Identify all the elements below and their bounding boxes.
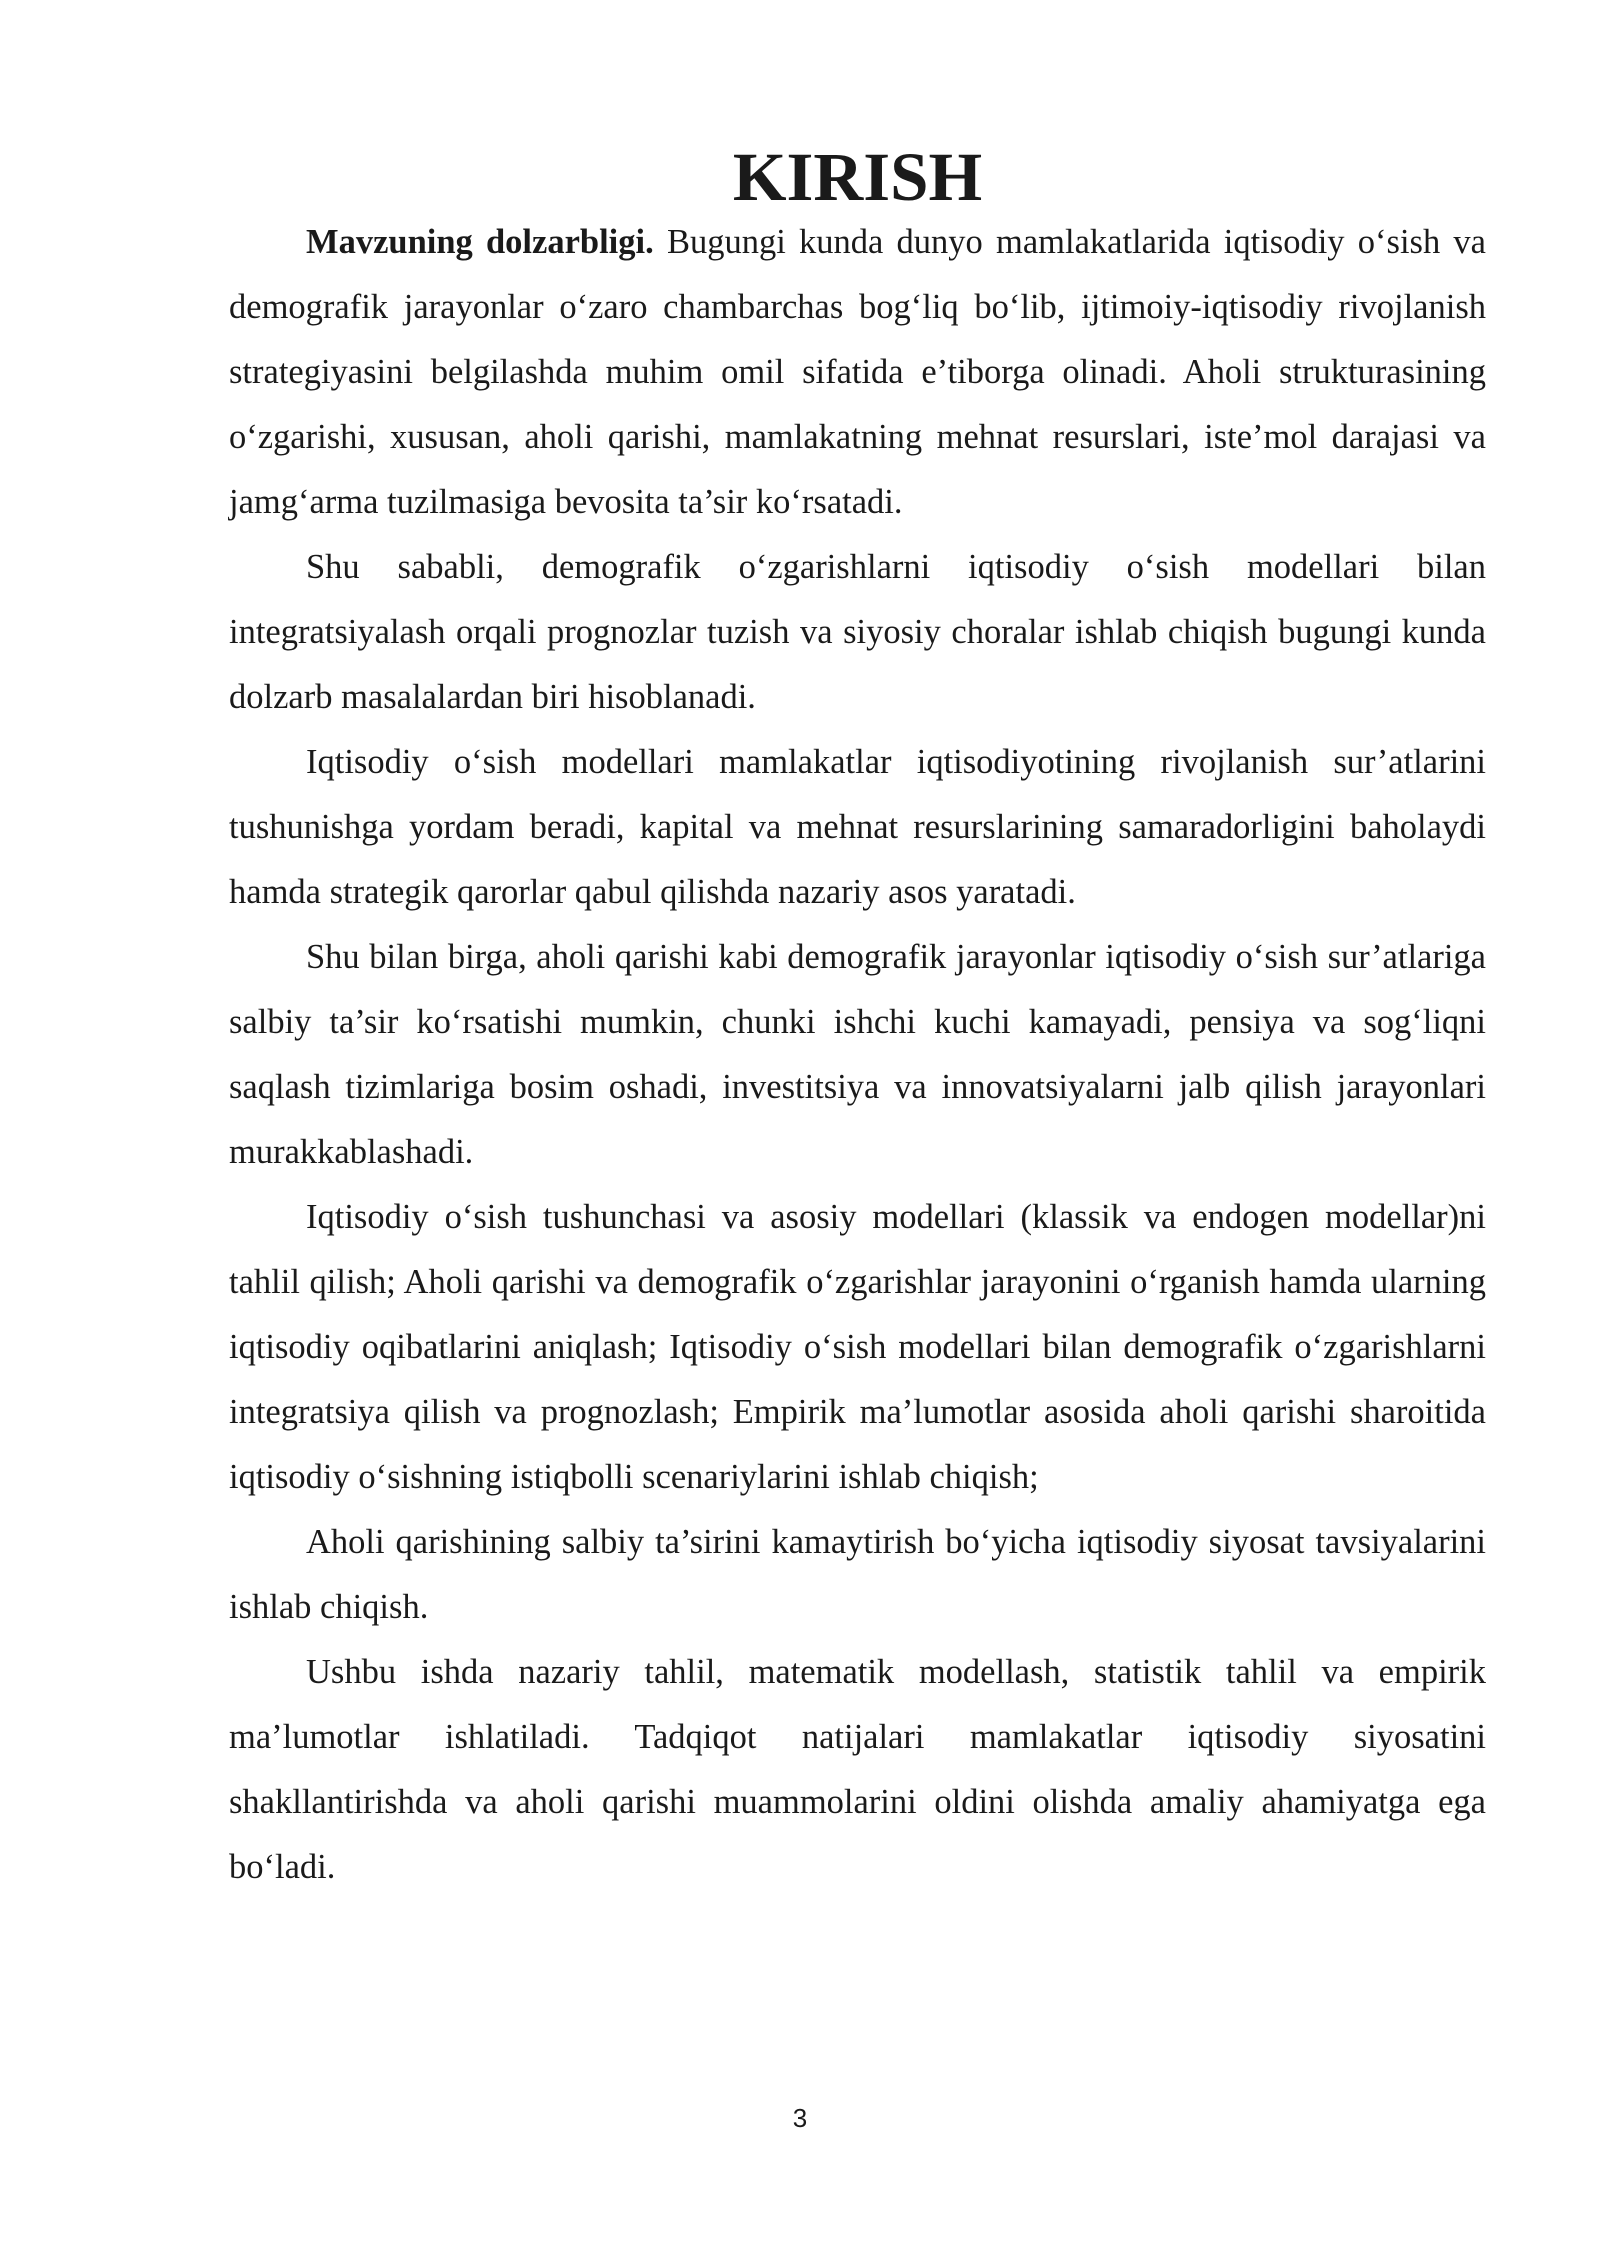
paragraph: Iqtisodiy o‘sish modellari mamlakatlar iqtisodiyotining rivojlanish sur’atlarini tushunishga yordam beradi, kapital va mehnat resurslarining samaradorligini baholaydi hamda strategik qarorlar qabul qilishda nazariy asos yaratadi. bbox=[229, 743, 1486, 911]
paragraph: Aholi qarishining salbiy ta’sirini kamaytirish bo‘yicha iqtisodiy siyosat tavsiyalarini ishlab chiqish. bbox=[229, 1523, 1486, 1626]
paragraph: Shu sababli, demografik o‘zgarishlarni iqtisodiy o‘sish modellari bilan integratsiyalash orqali prognozlar tuzish va siyosiy choralar ishlab chiqish bugungi kunda dolzarb masalalardan biri hisoblanadi. bbox=[229, 548, 1486, 716]
paragraph: Shu bilan birga, aholi qarishi kabi demografik jarayonlar iqtisodiy o‘sish sur’atlariga salbiy ta’sir ko‘rsatishi mumkin, chunki ishchi kuchi kamayadi, pensiya va sog‘liqni saqlash tizimlariga bosim oshadi, investitsiya va innovatsiyalarni jalb qilish jarayonlari murakkablashadi. bbox=[229, 938, 1486, 1171]
paragraph-relevance bbox=[229, 210, 1486, 535]
paragraph-objectives: Iqtisodiy o‘sish tushunchasi va asosiy modellari (klassik va endogen modellar)ni tahlil qilish; Aholi qarishi va demografik o‘zgarishlar jarayonini o‘rganish hamda ularning iqtisodiy oqibatlarini aniqlash; Iqtisodiy o‘sish modellari bilan demografik o‘zgarishlarni integratsiya qilish va prognozlash; Empirik ma’lumotlar asosida aholi qarishi sharoitida iqtisodiy o‘sishning istiqbolli scenariylarini ishlab chiqish; bbox=[229, 1198, 1486, 1496]
page-number: 3 bbox=[792, 2103, 808, 2133]
paragraph-methods: Ushbu ishda nazariy tahlil, matematik modellash, statistik tahlil va empirik ma’lumotlar ishlatiladi. Tadqiqot natijalari mamlakatlar iqtisodiy siyosatini shakllantirishda va aholi qarishi muammolarini oldini olishda amaliy ahamiyatga ega bo‘ladi. bbox=[229, 1653, 1486, 1886]
section-heading: KIRISH bbox=[732, 139, 983, 215]
page-content bbox=[229, 139, 1486, 1900]
paragraph-text: Bugungi kunda dunyo mamlakatlarida iqtisodiy o‘sish va demografik jarayonlar o‘zaro chambarchas bog‘liq bo‘lib, ijtimoiy-iqtisodiy rivojlanish strategiyasini belgilashda muhim omil sifatida e’tiborga olinadi. Aholi strukturasining o‘zgarishi, xususan, aholi qarishi, mamlakatning mehnat resurslari, iste’mol darajasi va jamg‘arma tuzilmasiga bevosita ta’sir ko‘rsatadi. bbox=[229, 223, 1486, 521]
paragraph-lead: Mavzuning dolzarbligi. bbox=[306, 223, 654, 261]
